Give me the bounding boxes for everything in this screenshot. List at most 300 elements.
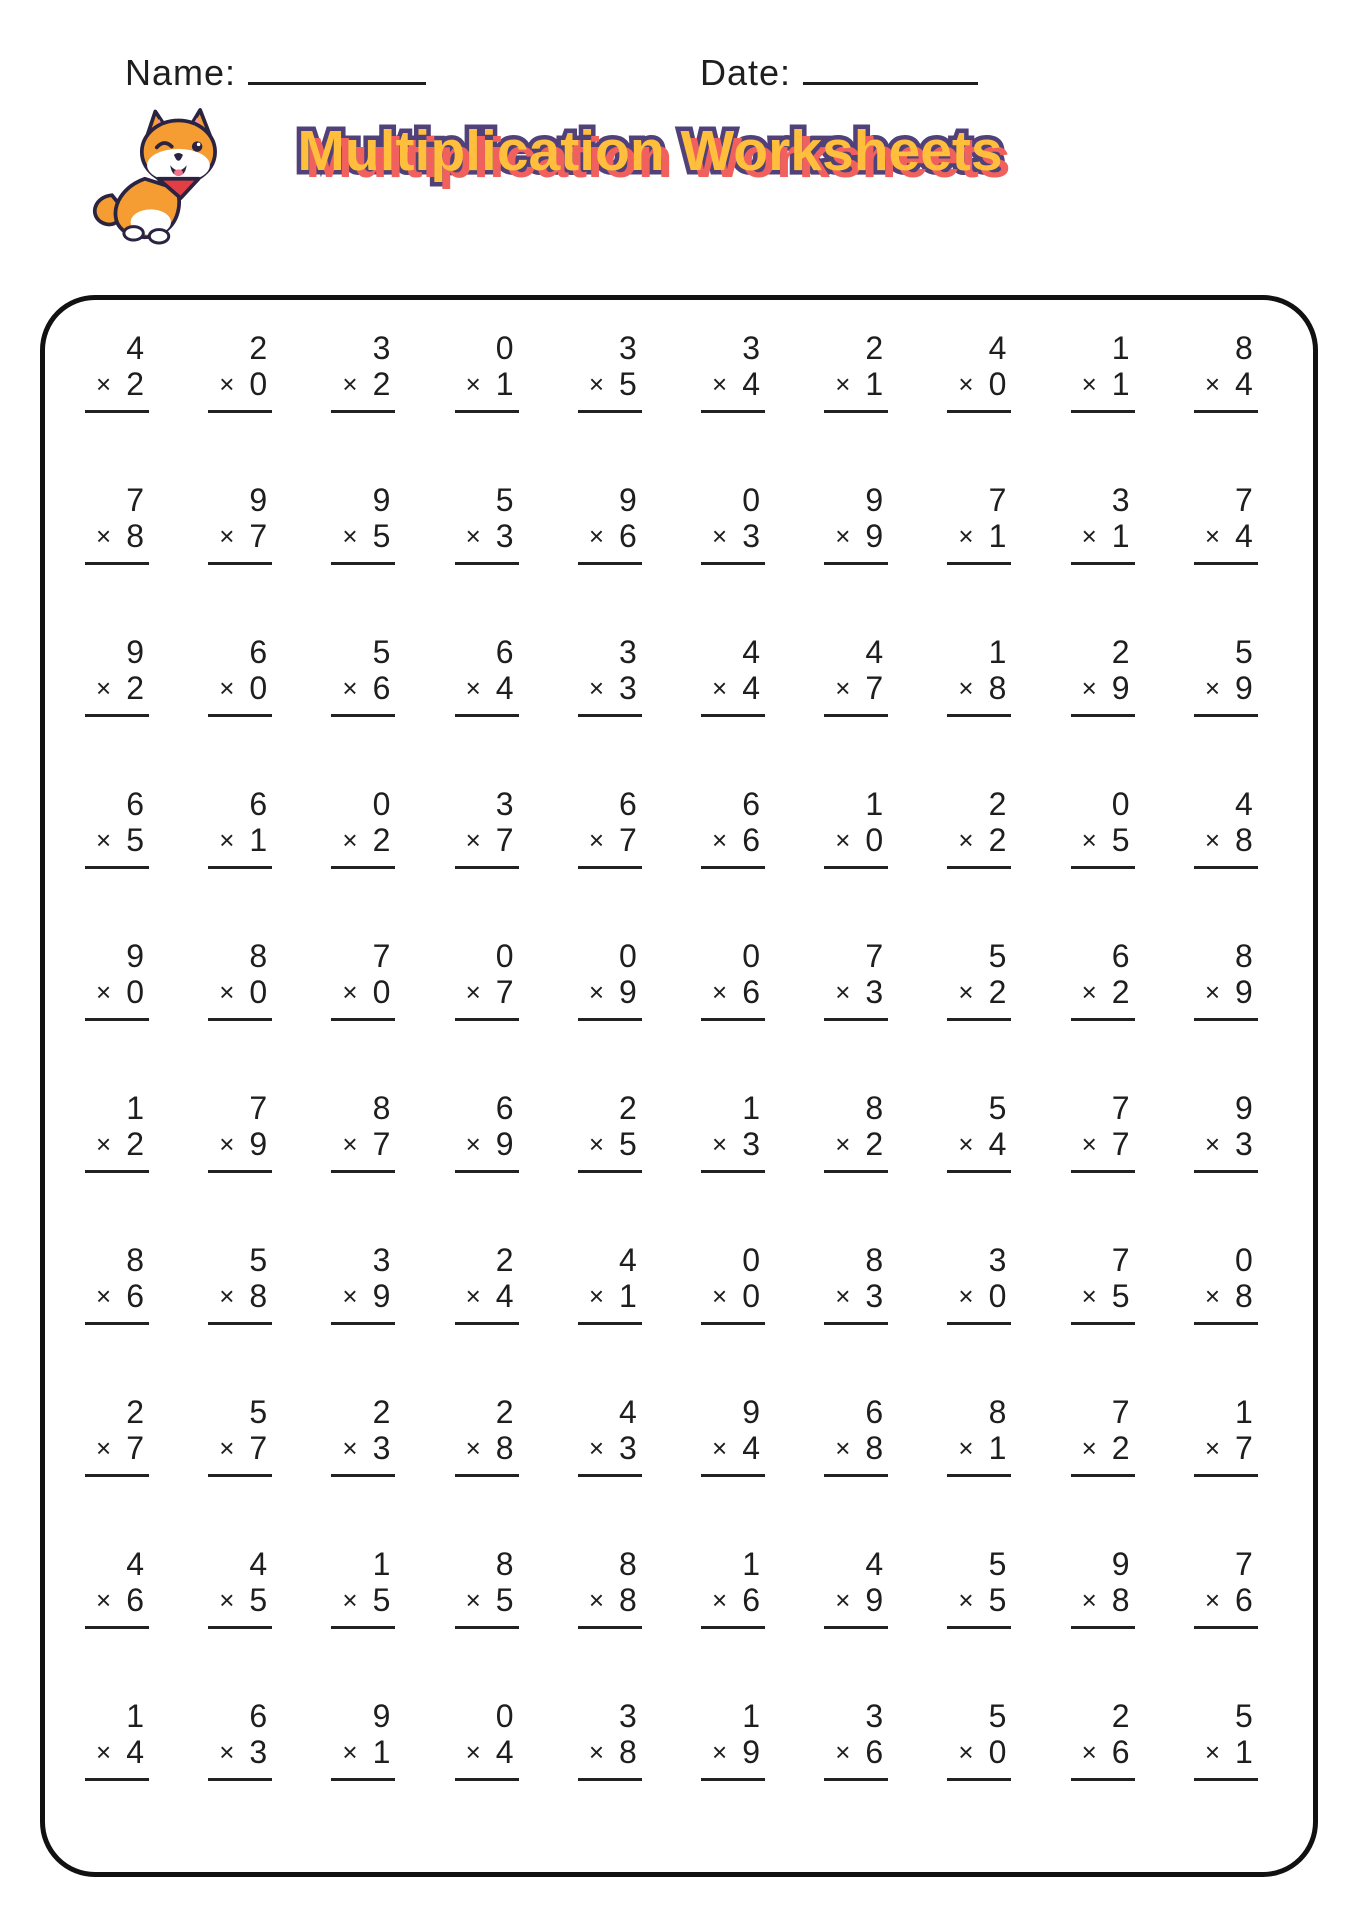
multiplier: 4 xyxy=(126,1734,144,1770)
problem-r1-c7 xyxy=(794,330,917,482)
multiplier-row xyxy=(937,1582,1011,1618)
multiply-sign: × xyxy=(465,1129,481,1159)
problem-r3-c2 xyxy=(178,634,301,786)
answer-line xyxy=(208,1626,272,1629)
problem-numbers xyxy=(198,634,272,717)
multiply-sign: × xyxy=(1204,369,1220,399)
problem-r6-c5 xyxy=(548,1090,671,1242)
multiplier: 8 xyxy=(1111,1582,1130,1618)
multiplier: 5 xyxy=(988,1582,1007,1618)
multiply-sign: × xyxy=(958,977,974,1007)
multiply-sign: × xyxy=(342,369,358,399)
answer-line xyxy=(85,562,149,565)
multiplicand: 4 xyxy=(126,330,144,366)
answer-line xyxy=(701,1778,765,1781)
answer-line xyxy=(824,1778,888,1781)
multiply-sign: × xyxy=(465,369,481,399)
multiply-sign: × xyxy=(588,1281,604,1311)
multiplier-row xyxy=(691,822,765,858)
multiplier-row xyxy=(937,670,1011,706)
multiply-sign: × xyxy=(465,977,481,1007)
problem-r5-c2 xyxy=(178,938,301,1090)
multiplier: 0 xyxy=(126,974,144,1010)
answer-line xyxy=(455,1170,519,1173)
multiplicand: 6 xyxy=(249,786,268,822)
multiplier: 1 xyxy=(865,366,884,402)
problem-numbers xyxy=(937,1090,1011,1173)
answer-line xyxy=(824,1018,888,1021)
multiplicand: 4 xyxy=(619,1394,637,1430)
problem-numbers xyxy=(691,1546,765,1629)
answer-line xyxy=(331,1778,395,1781)
problem-numbers xyxy=(445,330,519,413)
answer-line xyxy=(1071,1474,1135,1477)
problem-r2-c3 xyxy=(301,482,424,634)
answer-line xyxy=(824,1170,888,1173)
answer-line xyxy=(331,866,395,869)
multiplicand: 2 xyxy=(1111,634,1130,670)
multiplier: 8 xyxy=(1235,822,1253,858)
multiplier: 5 xyxy=(495,1582,514,1618)
problem-r10-c5 xyxy=(548,1698,671,1850)
answer-line xyxy=(947,1018,1011,1021)
multiply-sign: × xyxy=(712,977,728,1007)
answer-line xyxy=(947,410,1011,413)
answer-line xyxy=(701,1018,765,1021)
multiplier-row xyxy=(445,670,519,706)
multiplicand: 7 xyxy=(372,938,391,974)
multiply-sign: × xyxy=(1081,825,1097,855)
multiplier: 2 xyxy=(126,366,144,402)
multiplier: 3 xyxy=(495,518,514,554)
multiplicand: 6 xyxy=(865,1394,884,1430)
problem-numbers xyxy=(198,1394,272,1477)
problem-r8-c10 xyxy=(1164,1394,1287,1546)
multiplicand: 1 xyxy=(372,1546,391,1582)
multiply-sign: × xyxy=(1204,977,1220,1007)
multiplier-row xyxy=(445,518,519,554)
multiplier: 4 xyxy=(1235,518,1253,554)
problem-r5-c1 xyxy=(55,938,178,1090)
problem-r6-c6 xyxy=(671,1090,794,1242)
problem-numbers xyxy=(1184,482,1258,565)
answer-line xyxy=(1194,1474,1258,1477)
multiplicand: 5 xyxy=(1235,634,1253,670)
problem-r3-c9 xyxy=(1041,634,1164,786)
problem-r6-c10 xyxy=(1164,1090,1287,1242)
answer-line xyxy=(1071,866,1135,869)
problem-r4-c4 xyxy=(425,786,548,938)
multiply-sign: × xyxy=(96,977,112,1007)
problem-r5-c7 xyxy=(794,938,917,1090)
problem-r1-c2 xyxy=(178,330,301,482)
multiplier-row xyxy=(198,974,272,1010)
problem-numbers xyxy=(937,634,1011,717)
problem-r2-c6 xyxy=(671,482,794,634)
answer-line xyxy=(701,1322,765,1325)
problem-r9-c2 xyxy=(178,1546,301,1698)
multiplier-row xyxy=(691,518,765,554)
answer-line xyxy=(85,1474,149,1477)
multiplicand: 8 xyxy=(372,1090,391,1126)
multiplicand: 7 xyxy=(1111,1090,1130,1126)
multiplicand: 3 xyxy=(619,634,637,670)
multiply-sign: × xyxy=(342,673,358,703)
answer-line xyxy=(701,1170,765,1173)
multiplier-row xyxy=(814,670,888,706)
answer-line xyxy=(947,562,1011,565)
multiply-sign: × xyxy=(712,1129,728,1159)
multiply-sign: × xyxy=(219,977,235,1007)
problem-r9-c6 xyxy=(671,1546,794,1698)
problem-numbers xyxy=(445,1698,519,1781)
answer-line xyxy=(85,1018,149,1021)
answer-line xyxy=(1071,1170,1135,1173)
answer-line xyxy=(455,1778,519,1781)
answer-line xyxy=(85,866,149,869)
multiplier: 2 xyxy=(372,822,391,858)
multiplier-row xyxy=(1184,1278,1258,1314)
problem-numbers xyxy=(445,1242,519,1325)
multiply-sign: × xyxy=(342,977,358,1007)
multiplier: 7 xyxy=(495,822,514,858)
multiplier: 9 xyxy=(742,1734,760,1770)
multiplier: 2 xyxy=(372,366,391,402)
multiplier-row xyxy=(75,1278,149,1314)
answer-line xyxy=(1194,410,1258,413)
multiplicand: 0 xyxy=(742,1242,760,1278)
multiplier-row xyxy=(75,1734,149,1770)
multiply-sign: × xyxy=(1081,1737,1097,1767)
multiplicand: 2 xyxy=(495,1242,514,1278)
multiply-sign: × xyxy=(712,825,728,855)
multiplicand: 8 xyxy=(249,938,268,974)
multiply-sign: × xyxy=(835,1433,851,1463)
problem-r4-c2 xyxy=(178,786,301,938)
problem-r3-c8 xyxy=(917,634,1040,786)
multiplier-row xyxy=(568,822,642,858)
multiplier: 5 xyxy=(1111,1278,1130,1314)
problem-numbers xyxy=(445,482,519,565)
problem-r7-c10 xyxy=(1164,1242,1287,1394)
problem-numbers xyxy=(1184,330,1258,413)
problem-r4-c3 xyxy=(301,786,424,938)
answer-line xyxy=(947,1170,1011,1173)
multiplier: 3 xyxy=(619,1430,637,1466)
multiplicand: 3 xyxy=(742,330,760,366)
multiplier-row xyxy=(814,1278,888,1314)
multiplicand: 9 xyxy=(249,482,268,518)
answer-line xyxy=(947,1474,1011,1477)
multiplicand: 9 xyxy=(1235,1090,1253,1126)
problem-r3-c7 xyxy=(794,634,917,786)
answer-line xyxy=(701,1626,765,1629)
answer-line xyxy=(1071,562,1135,565)
multiply-sign: × xyxy=(588,1585,604,1615)
answer-line xyxy=(578,1778,642,1781)
problem-numbers xyxy=(937,482,1011,565)
multiplier-row xyxy=(198,366,272,402)
multiplicand: 6 xyxy=(249,634,268,670)
multiplicand: 8 xyxy=(865,1242,884,1278)
multiplicand: 1 xyxy=(742,1546,760,1582)
answer-line xyxy=(701,562,765,565)
multiplier: 5 xyxy=(249,1582,268,1618)
answer-line xyxy=(701,714,765,717)
multiplicand: 9 xyxy=(742,1394,760,1430)
multiplier-row xyxy=(445,1734,519,1770)
multiplier: 3 xyxy=(865,974,884,1010)
multiplicand: 3 xyxy=(988,1242,1007,1278)
problem-numbers xyxy=(814,482,888,565)
multiplier-row xyxy=(75,1582,149,1618)
problem-r7-c8 xyxy=(917,1242,1040,1394)
multiply-sign: × xyxy=(958,1433,974,1463)
answer-line xyxy=(578,1322,642,1325)
multiplier-row xyxy=(691,670,765,706)
multiplier-row xyxy=(1184,1126,1258,1162)
multiply-sign: × xyxy=(342,825,358,855)
multiplicand: 5 xyxy=(988,1698,1007,1734)
multiplicand: 9 xyxy=(126,938,144,974)
multiplier: 5 xyxy=(619,1126,637,1162)
problem-numbers xyxy=(691,1242,765,1325)
problem-numbers xyxy=(321,634,395,717)
problem-numbers xyxy=(691,938,765,1021)
multiplicand: 2 xyxy=(372,1394,391,1430)
multiply-sign: × xyxy=(588,521,604,551)
problem-numbers xyxy=(937,1546,1011,1629)
problem-r8-c4 xyxy=(425,1394,548,1546)
multiplier: 4 xyxy=(742,366,760,402)
multiplicand: 5 xyxy=(1235,1698,1253,1734)
problem-r8-c3 xyxy=(301,1394,424,1546)
multiplier-row xyxy=(75,1430,149,1466)
multiplier-row xyxy=(937,1430,1011,1466)
multiplier: 5 xyxy=(619,366,637,402)
multiply-sign: × xyxy=(96,1281,112,1311)
multiplicand: 3 xyxy=(372,1242,391,1278)
multiplicand: 7 xyxy=(1111,1242,1130,1278)
answer-line xyxy=(824,714,888,717)
problem-r9-c7 xyxy=(794,1546,917,1698)
multiplier-row xyxy=(445,1582,519,1618)
problem-r7-c6 xyxy=(671,1242,794,1394)
multiplicand: 4 xyxy=(865,1546,884,1582)
multiplicand: 0 xyxy=(742,482,760,518)
multiplier-row xyxy=(321,366,395,402)
problem-r4-c7 xyxy=(794,786,917,938)
multiplier-row xyxy=(691,974,765,1010)
problem-numbers xyxy=(1184,1546,1258,1629)
multiplier-row xyxy=(321,1278,395,1314)
problem-r4-c1 xyxy=(55,786,178,938)
name-blank-line xyxy=(248,55,426,85)
date-field-row xyxy=(700,52,978,94)
multiply-sign: × xyxy=(712,1281,728,1311)
multiplier-row xyxy=(568,1582,642,1618)
multiplicand: 1 xyxy=(742,1090,760,1126)
problem-numbers xyxy=(1061,482,1135,565)
multiplicand: 7 xyxy=(1111,1394,1130,1430)
multiply-sign: × xyxy=(219,1737,235,1767)
problem-r8-c7 xyxy=(794,1394,917,1546)
multiplier-row xyxy=(198,822,272,858)
multiplier: 6 xyxy=(742,822,760,858)
problem-r3-c3 xyxy=(301,634,424,786)
problem-r6-c8 xyxy=(917,1090,1040,1242)
problem-numbers xyxy=(198,482,272,565)
problem-r9-c9 xyxy=(1041,1546,1164,1698)
answer-line xyxy=(208,1778,272,1781)
multiplicand: 0 xyxy=(495,1698,514,1734)
problem-r5-c9 xyxy=(1041,938,1164,1090)
multiplier: 2 xyxy=(126,670,144,706)
problem-numbers xyxy=(691,1090,765,1173)
multiplier: 4 xyxy=(742,670,760,706)
multiplier: 8 xyxy=(619,1582,637,1618)
answer-line xyxy=(208,1474,272,1477)
answer-line xyxy=(1194,866,1258,869)
multiplier-row xyxy=(691,1430,765,1466)
problem-numbers xyxy=(445,938,519,1021)
multiplier: 2 xyxy=(865,1126,884,1162)
problem-numbers xyxy=(198,786,272,869)
multiplier: 8 xyxy=(865,1430,884,1466)
problem-r9-c10 xyxy=(1164,1546,1287,1698)
answer-line xyxy=(578,1474,642,1477)
problem-numbers xyxy=(568,1698,642,1781)
name-label: Name: xyxy=(125,52,237,93)
multiplicand: 7 xyxy=(988,482,1007,518)
problem-r6-c4 xyxy=(425,1090,548,1242)
multiplicand: 5 xyxy=(988,1546,1007,1582)
problem-r6-c2 xyxy=(178,1090,301,1242)
problem-numbers xyxy=(691,482,765,565)
multiplicand: 0 xyxy=(1111,786,1130,822)
multiplier: 5 xyxy=(1111,822,1130,858)
multiply-sign: × xyxy=(1204,521,1220,551)
multiplier-row xyxy=(814,822,888,858)
multiply-sign: × xyxy=(219,1585,235,1615)
multiply-sign: × xyxy=(219,521,235,551)
multiply-sign: × xyxy=(1081,673,1097,703)
problem-r1-c10 xyxy=(1164,330,1287,482)
problem-r5-c4 xyxy=(425,938,548,1090)
answer-line xyxy=(947,866,1011,869)
multiplier-row xyxy=(75,1126,149,1162)
multiplier-row xyxy=(937,518,1011,554)
multiply-sign: × xyxy=(1204,1737,1220,1767)
multiplier-row xyxy=(1061,1278,1135,1314)
problem-r5-c10 xyxy=(1164,938,1287,1090)
multiply-sign: × xyxy=(835,1737,851,1767)
multiply-sign: × xyxy=(712,369,728,399)
multiplier-row xyxy=(321,1430,395,1466)
problem-numbers xyxy=(321,1090,395,1173)
multiplier: 9 xyxy=(1111,670,1130,706)
multiply-sign: × xyxy=(96,369,112,399)
problem-numbers xyxy=(814,786,888,869)
multiplier: 3 xyxy=(1235,1126,1253,1162)
problem-numbers xyxy=(321,482,395,565)
multiplicand: 2 xyxy=(126,1394,144,1430)
multiplicand: 4 xyxy=(126,1546,144,1582)
multiplier: 6 xyxy=(126,1582,144,1618)
multiplier: 6 xyxy=(1235,1582,1253,1618)
multiply-sign: × xyxy=(588,825,604,855)
multiplier-row xyxy=(321,1126,395,1162)
problem-numbers xyxy=(568,1546,642,1629)
multiplicand: 8 xyxy=(1235,938,1253,974)
multiplier: 1 xyxy=(988,1430,1007,1466)
problem-numbers xyxy=(814,1698,888,1781)
multiplier-row xyxy=(691,1734,765,1770)
multiplier-row xyxy=(1061,1734,1135,1770)
multiplier: 0 xyxy=(988,1278,1007,1314)
multiplier: 3 xyxy=(865,1278,884,1314)
multiplier-row xyxy=(691,1582,765,1618)
multiply-sign: × xyxy=(465,521,481,551)
problem-numbers xyxy=(75,938,149,1021)
multiplier: 9 xyxy=(865,1582,884,1618)
problem-numbers xyxy=(1184,634,1258,717)
problem-r1-c1 xyxy=(55,330,178,482)
multiplier: 0 xyxy=(372,974,391,1010)
answer-line xyxy=(1194,1778,1258,1781)
multiplier: 4 xyxy=(742,1430,760,1466)
problem-r4-c10 xyxy=(1164,786,1287,938)
answer-line xyxy=(578,562,642,565)
problem-numbers xyxy=(937,786,1011,869)
multiply-sign: × xyxy=(1204,1281,1220,1311)
multiplier: 7 xyxy=(495,974,514,1010)
answer-line xyxy=(1194,1626,1258,1629)
answer-line xyxy=(947,1778,1011,1781)
multiply-sign: × xyxy=(1204,825,1220,855)
multiply-sign: × xyxy=(958,825,974,855)
multiply-sign: × xyxy=(465,825,481,855)
problem-r5-c6 xyxy=(671,938,794,1090)
problem-numbers xyxy=(1184,1242,1258,1325)
multiplier-row xyxy=(814,1430,888,1466)
multiply-sign: × xyxy=(465,673,481,703)
multiplier: 6 xyxy=(126,1278,144,1314)
problem-numbers xyxy=(321,1394,395,1477)
problem-r7-c5 xyxy=(548,1242,671,1394)
answer-line xyxy=(331,714,395,717)
multiplicand: 6 xyxy=(1111,938,1130,974)
answer-line xyxy=(578,714,642,717)
multiply-sign: × xyxy=(219,825,235,855)
problem-r9-c8 xyxy=(917,1546,1040,1698)
multiply-sign: × xyxy=(712,1585,728,1615)
multiplicand: 1 xyxy=(742,1698,760,1734)
problem-numbers xyxy=(1184,1090,1258,1173)
answer-line xyxy=(1194,1170,1258,1173)
problem-numbers xyxy=(691,786,765,869)
multiplier: 0 xyxy=(742,1278,760,1314)
problem-r10-c1 xyxy=(55,1698,178,1850)
answer-line xyxy=(208,1018,272,1021)
multiply-sign: × xyxy=(342,1585,358,1615)
multiplier: 3 xyxy=(249,1734,268,1770)
problem-numbers xyxy=(321,1242,395,1325)
problem-r3-c6 xyxy=(671,634,794,786)
multiplier-row xyxy=(321,518,395,554)
multiply-sign: × xyxy=(588,1129,604,1159)
multiplicand: 5 xyxy=(495,482,514,518)
